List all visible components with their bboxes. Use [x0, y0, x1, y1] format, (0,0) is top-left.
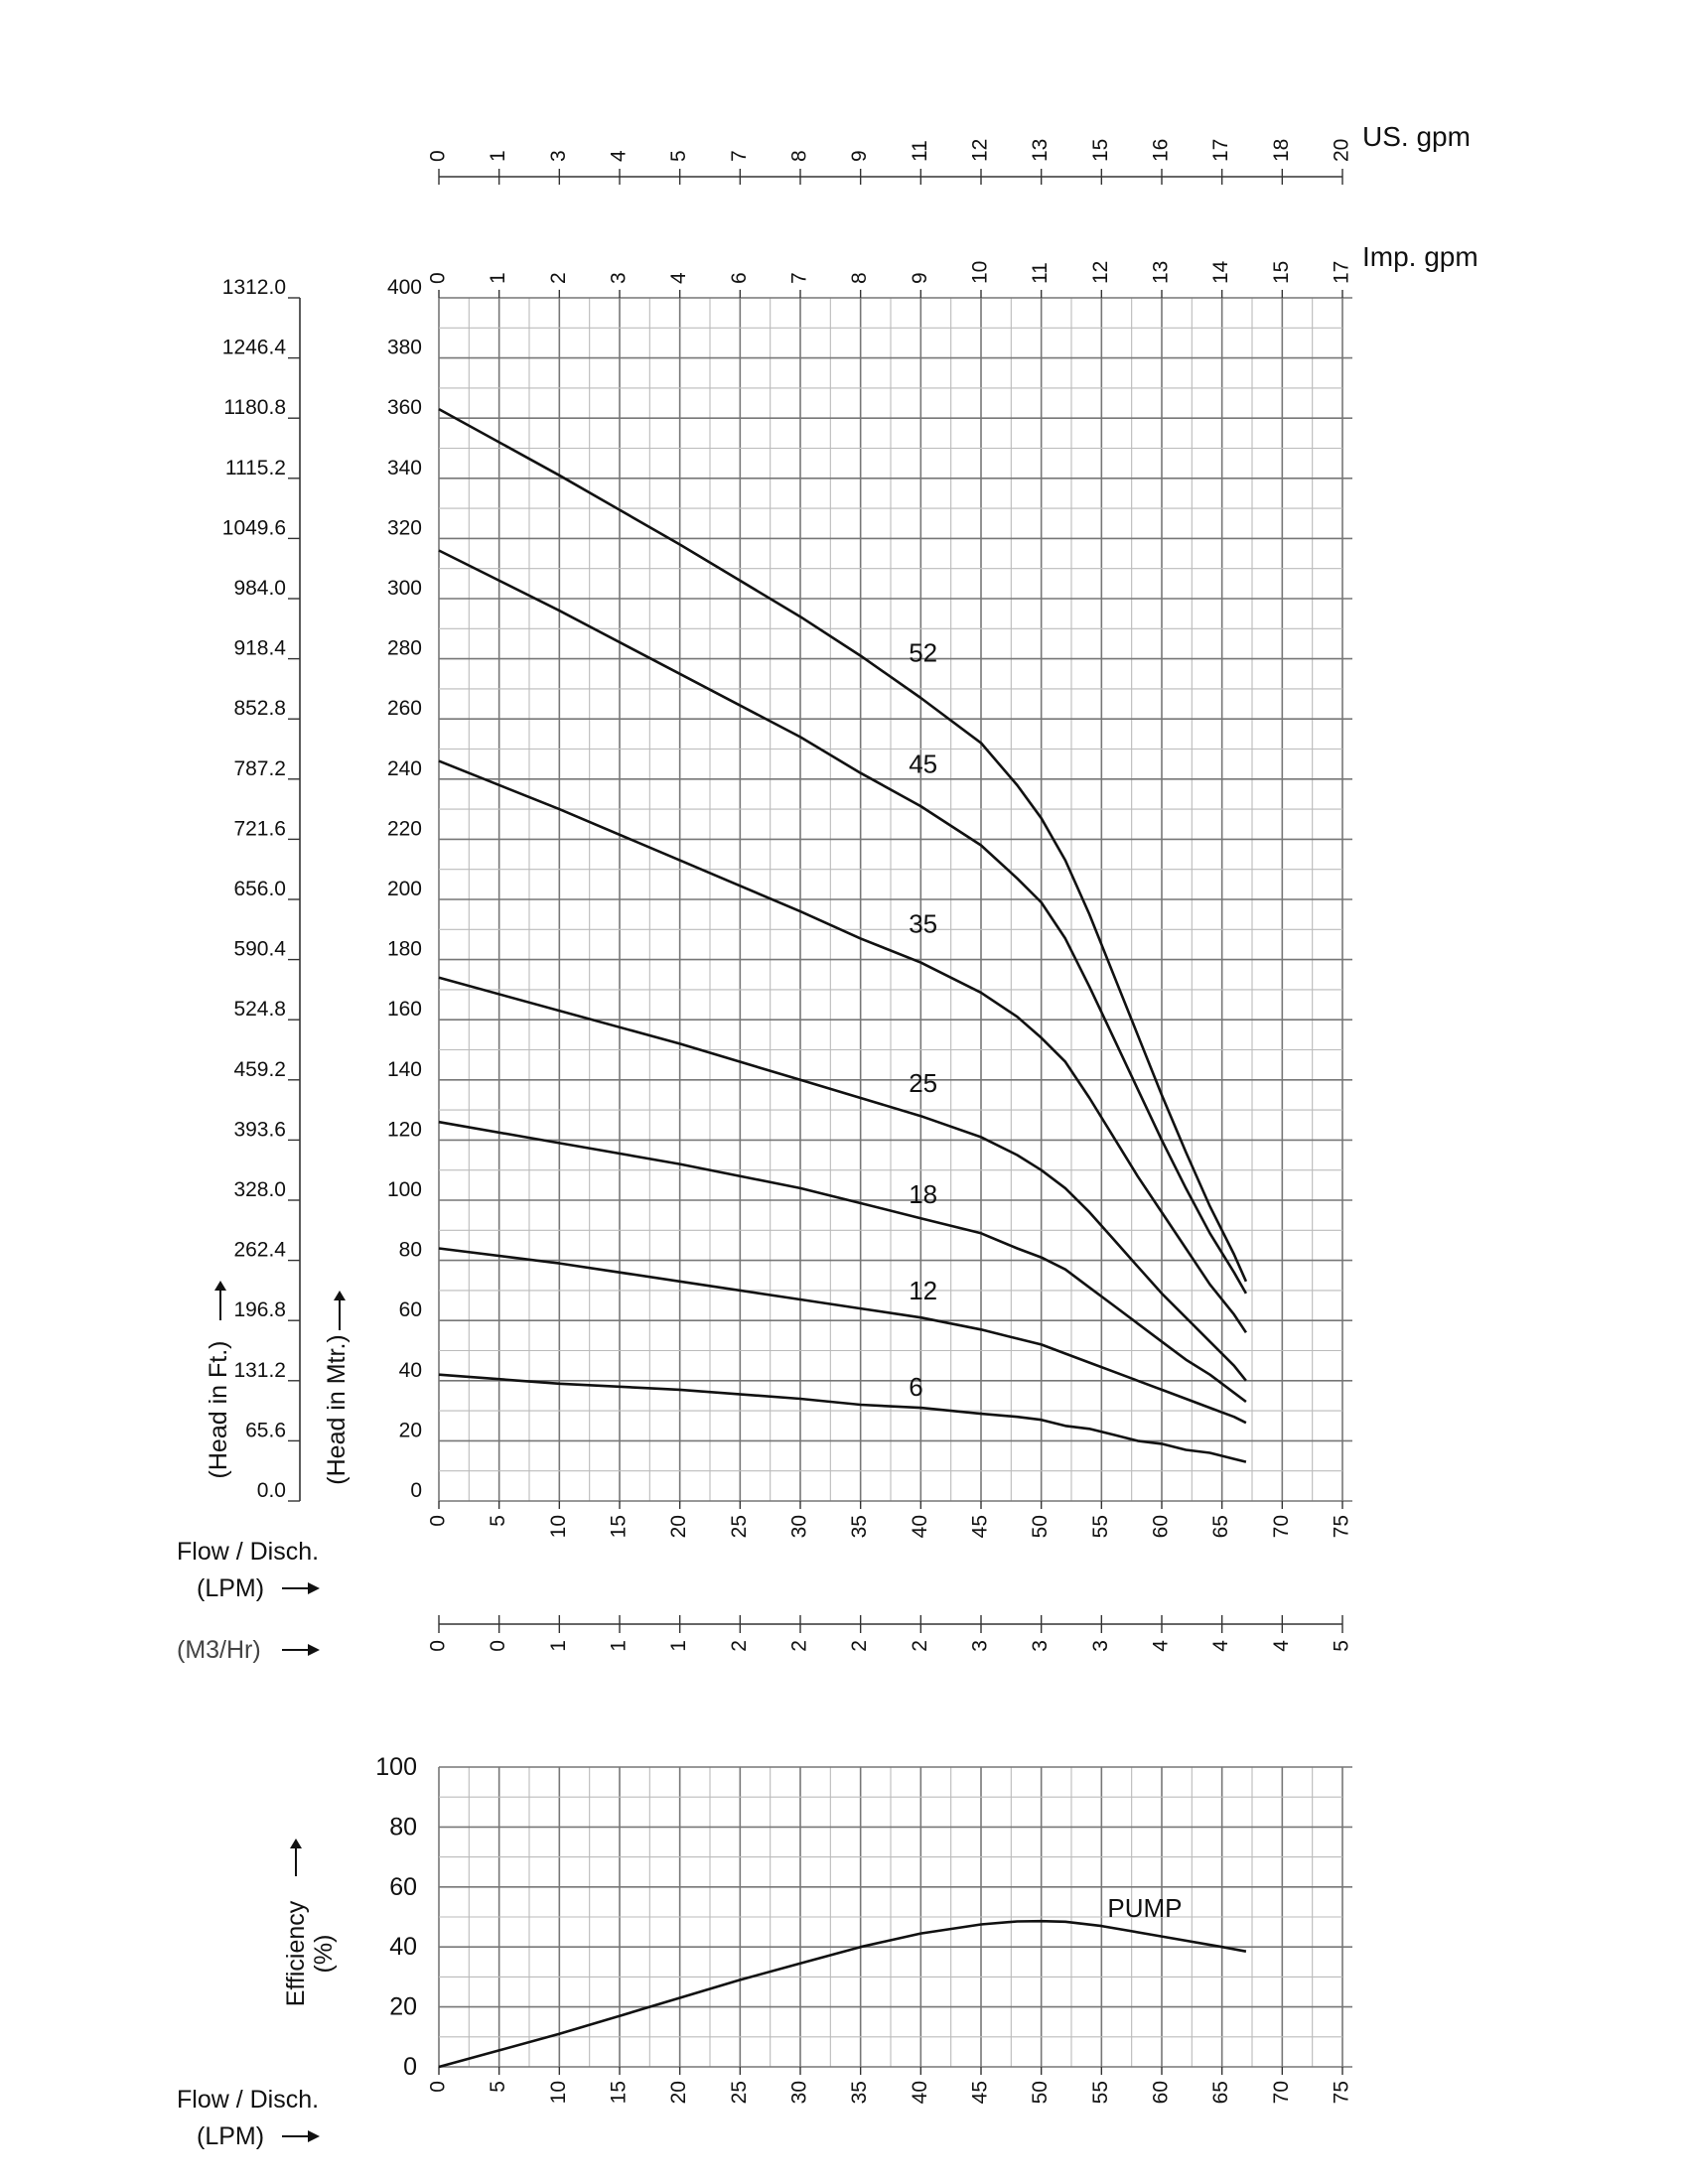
curve-label-52: 52 [909, 637, 938, 668]
x-tick-label: 70 [1269, 1515, 1293, 1539]
m3hr-tick-label: 2 [908, 1640, 931, 1652]
ft-tick-label: 1115.2 [224, 456, 286, 479]
curve-label-35: 35 [909, 908, 938, 939]
y-tick-label: 360 [386, 396, 422, 420]
axis-arrow-up-head [334, 1291, 346, 1300]
axis-arrow-right-head [308, 2130, 320, 2142]
imp-gpm-label: Imp. gpm [1362, 241, 1478, 272]
x-tick-label: 55 [1088, 2081, 1112, 2105]
y-tick-label: 80 [389, 1813, 417, 1842]
m3hr-tick-label: 0 [426, 1640, 450, 1652]
us-gpm-tick-label: 1 [487, 150, 510, 162]
y-tick-label: 280 [386, 636, 422, 660]
us-gpm-tick-label: 20 [1330, 138, 1353, 162]
ft-tick-label: 393.6 [233, 1118, 286, 1142]
imp-gpm-tick-label: 10 [968, 260, 992, 284]
y-tick-label: 60 [389, 1872, 417, 1901]
us-gpm-tick-label: 18 [1269, 138, 1293, 162]
ft-tick-label: 1246.4 [221, 336, 286, 359]
imp-gpm-tick-label: 17 [1330, 260, 1353, 284]
x-tick-label: 60 [1149, 2081, 1173, 2105]
m3hr-tick-label: 3 [1029, 1640, 1053, 1652]
imp-gpm-tick-label: 9 [908, 272, 931, 284]
imp-gpm-tick-label: 13 [1149, 260, 1173, 284]
y-tick-label: 40 [398, 1358, 422, 1382]
x-tick-label: 45 [968, 2081, 992, 2105]
x-tick-label: 60 [1149, 1515, 1173, 1539]
y-tick-label: 20 [398, 1419, 422, 1442]
x-tick-label: 10 [546, 1515, 570, 1539]
y-tick-label: 400 [386, 276, 422, 299]
x-tick-label: 25 [727, 2081, 751, 2105]
x-axis-unit: (LPM) [197, 2122, 265, 2150]
curve-label-6: 6 [909, 1371, 923, 1402]
m3hr-tick-label: 4 [1209, 1640, 1233, 1652]
us-gpm-tick-label: 9 [848, 150, 872, 162]
x-axis-title: Flow / Disch. [177, 2086, 320, 2114]
x-tick-label: 20 [667, 2081, 691, 2105]
x-tick-label: 75 [1330, 1515, 1353, 1539]
imp-gpm-tick-label: 8 [848, 272, 872, 284]
imp-gpm-tick-label: 2 [546, 272, 570, 284]
y-tick-label: 300 [386, 577, 422, 600]
m3hr-tick-label: 4 [1149, 1640, 1173, 1652]
curve-label-45: 45 [909, 749, 938, 779]
imp-gpm-tick-label: 12 [1088, 260, 1112, 284]
axis-arrow-right-head [308, 1644, 320, 1656]
x-axis-title: Flow / Disch. [177, 1538, 320, 1566]
us-gpm-tick-label: 12 [968, 138, 992, 162]
y-tick-label: 20 [389, 1992, 417, 2021]
curve-label-25: 25 [909, 1067, 938, 1098]
y-tick-label: 40 [389, 1933, 417, 1962]
us-gpm-tick-label: 16 [1149, 138, 1173, 162]
ft-tick-label: 262.4 [233, 1238, 286, 1262]
us-gpm-tick-label: 8 [787, 150, 811, 162]
imp-gpm-tick-label: 6 [727, 272, 751, 284]
x-tick-label: 15 [607, 1515, 631, 1539]
x-tick-label: 0 [426, 1515, 450, 1527]
y-tick-label: 240 [386, 756, 422, 780]
ft-tick-label: 656.0 [233, 878, 286, 900]
ft-tick-label: 196.8 [233, 1298, 286, 1322]
ft-tick-label: 0.0 [256, 1479, 286, 1502]
m3hr-tick-label: 2 [848, 1640, 872, 1652]
x-tick-label: 35 [848, 2081, 872, 2105]
x-tick-label: 40 [908, 1515, 931, 1539]
imp-gpm-tick-label: 4 [667, 272, 691, 284]
y-tick-label: 380 [386, 336, 422, 359]
m3hr-tick-label: 4 [1269, 1640, 1293, 1652]
m3hr-tick-label: 1 [607, 1640, 631, 1652]
x-tick-label: 25 [727, 1515, 751, 1539]
y-tick-label: 200 [386, 878, 422, 900]
axis-arrow-right-head [308, 1582, 320, 1594]
m3hr-tick-label: 2 [787, 1640, 811, 1652]
ft-tick-label: 131.2 [233, 1358, 286, 1382]
y-tick-label: 0 [403, 2053, 417, 2081]
x-tick-label: 65 [1209, 2081, 1233, 2105]
x-tick-label: 30 [787, 2081, 811, 2105]
m3hr-tick-label: 5 [1330, 1640, 1353, 1652]
axis-arrow-up-head [290, 1839, 302, 1848]
ft-tick-label: 459.2 [233, 1057, 286, 1081]
m3hr-tick-label: 1 [667, 1640, 691, 1652]
x-tick-label: 45 [968, 1515, 992, 1539]
us-gpm-tick-label: 7 [727, 150, 751, 162]
x-axis-unit: (LPM) [197, 1574, 265, 1602]
ft-tick-label: 1049.6 [221, 516, 286, 540]
y-axis-unit: (%) [310, 1934, 338, 1974]
m3hr-tick-label: 2 [727, 1640, 751, 1652]
y-axis-title-ft: (Head in Ft.) [205, 1340, 232, 1479]
ft-tick-label: 852.8 [233, 697, 286, 721]
axis-arrow-up-head [214, 1281, 226, 1291]
us-gpm-label: US. gpm [1362, 121, 1471, 152]
x-tick-label: 55 [1088, 1515, 1112, 1539]
ft-tick-label: 524.8 [233, 998, 286, 1022]
imp-gpm-tick-label: 11 [1029, 262, 1053, 284]
curve-label-12: 12 [909, 1275, 938, 1305]
x-tick-label: 0 [426, 2081, 450, 2093]
us-gpm-tick-label: 4 [607, 150, 631, 162]
head-chart [177, 121, 1478, 1664]
y-axis-title-mtr: (Head in Mtr.) [323, 1334, 351, 1485]
y-tick-label: 140 [386, 1057, 422, 1081]
us-gpm-tick-label: 15 [1088, 138, 1112, 162]
x-tick-label: 65 [1209, 1515, 1233, 1539]
y-tick-label: 160 [386, 998, 422, 1022]
m3hr-tick-label: 0 [487, 1640, 510, 1652]
us-gpm-tick-label: 3 [546, 150, 570, 162]
y-tick-label: 60 [398, 1298, 422, 1322]
imp-gpm-tick-label: 15 [1269, 260, 1293, 284]
efficiency-chart [177, 1753, 1353, 2150]
us-gpm-tick-label: 11 [908, 140, 931, 162]
y-axis-title: Efficiency [282, 1900, 310, 2007]
m3hr-tick-label: 3 [1088, 1640, 1112, 1652]
x-tick-label: 30 [787, 1515, 811, 1539]
x-tick-label: 5 [487, 1515, 510, 1527]
curve-label-PUMP: PUMP [1107, 1893, 1183, 1923]
x-tick-label: 20 [667, 1515, 691, 1539]
ft-tick-label: 721.6 [233, 817, 286, 841]
x-tick-label: 70 [1269, 2081, 1293, 2105]
y-tick-label: 220 [386, 817, 422, 841]
x-tick-label: 10 [546, 2081, 570, 2105]
ft-tick-label: 918.4 [233, 636, 286, 660]
y-tick-label: 180 [386, 937, 422, 961]
ft-tick-label: 65.6 [245, 1419, 286, 1442]
ft-tick-label: 1312.0 [221, 276, 286, 299]
y-tick-label: 80 [398, 1238, 422, 1262]
y-tick-label: 100 [386, 1178, 422, 1201]
y-tick-label: 100 [375, 1753, 417, 1781]
imp-gpm-tick-label: 0 [426, 272, 450, 284]
ft-tick-label: 590.4 [233, 937, 286, 961]
x-tick-label: 15 [607, 2081, 631, 2105]
x-tick-label: 40 [908, 2081, 931, 2105]
curve-label-18: 18 [909, 1179, 938, 1210]
m3hr-tick-label: 1 [546, 1640, 570, 1652]
y-tick-label: 320 [386, 516, 422, 540]
x-tick-label: 75 [1330, 2081, 1353, 2105]
m3hr-label: (M3/Hr) [177, 1636, 261, 1664]
y-tick-label: 340 [386, 456, 422, 479]
x-tick-label: 35 [848, 1515, 872, 1539]
imp-gpm-tick-label: 7 [787, 272, 811, 284]
imp-gpm-tick-label: 14 [1209, 260, 1233, 284]
ft-tick-label: 328.0 [233, 1178, 286, 1201]
x-tick-label: 50 [1029, 1515, 1053, 1539]
ft-tick-label: 787.2 [233, 756, 286, 780]
x-tick-label: 5 [487, 2081, 510, 2093]
us-gpm-tick-label: 5 [667, 150, 691, 162]
y-tick-label: 0 [410, 1479, 422, 1502]
ft-tick-label: 1180.8 [223, 396, 286, 420]
imp-gpm-tick-label: 3 [607, 272, 631, 284]
us-gpm-tick-label: 13 [1029, 138, 1053, 162]
y-tick-label: 120 [386, 1118, 422, 1142]
ft-tick-label: 984.0 [233, 577, 286, 600]
x-tick-label: 50 [1029, 2081, 1053, 2105]
m3hr-tick-label: 3 [968, 1640, 992, 1652]
imp-gpm-tick-label: 1 [487, 272, 510, 284]
us-gpm-tick-label: 0 [426, 150, 450, 162]
y-tick-label: 260 [386, 697, 422, 721]
us-gpm-tick-label: 17 [1209, 138, 1233, 162]
